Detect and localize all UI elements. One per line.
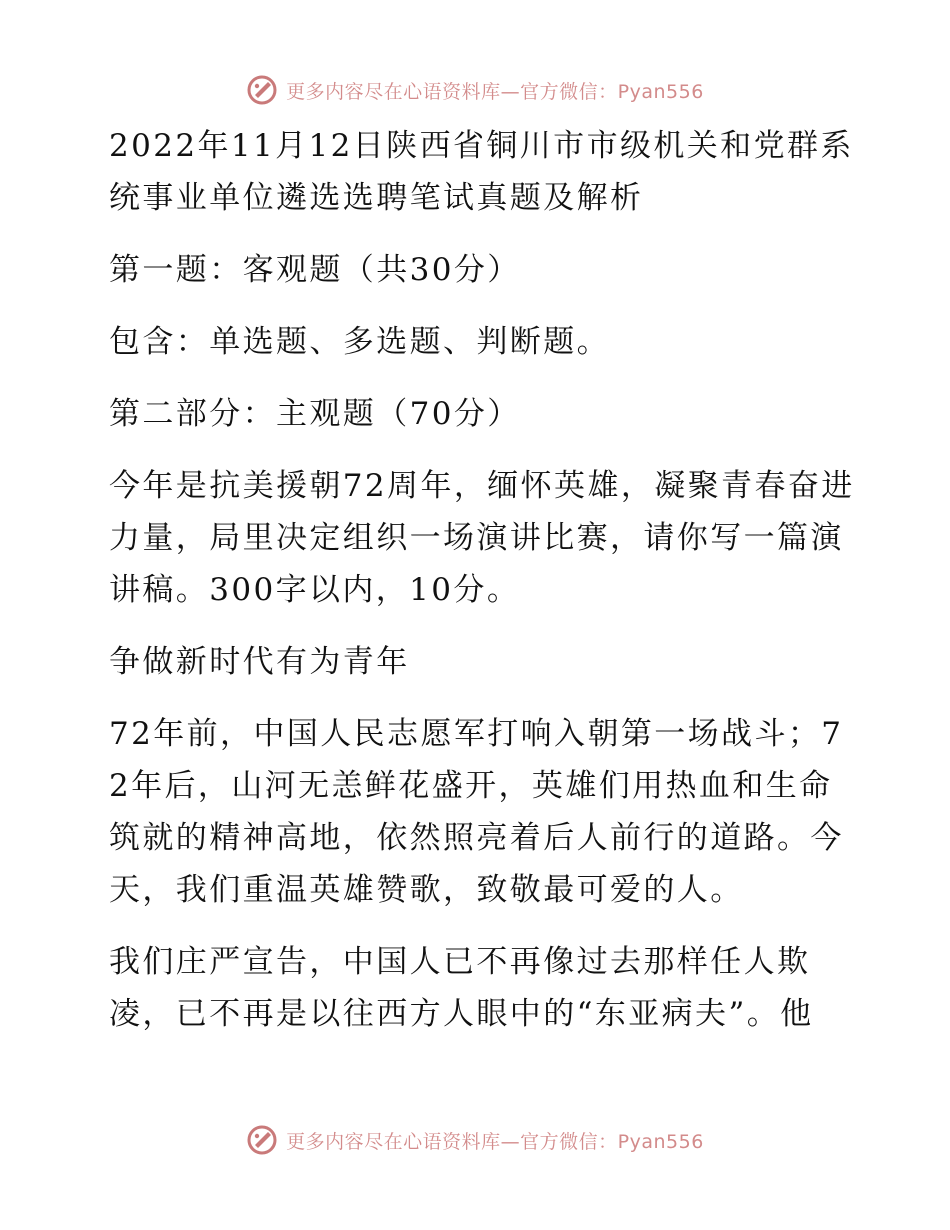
document-body (97, 120, 857, 1040)
speech-paragraph-2: 我们庄严宣告，中国人已不再像过去那样任人欺凌，已不再是以往西方人眼中的“东亚病夫”。他 (109, 944, 814, 1032)
speech-paragraph-1: 72年前，中国人民志愿军打响入朝第一场战斗；72年后，山河无恙鲜花盛开，英雄们用热血和生命筑就的精神高地，依然照亮着后人前行的道路。今天，我们重温英雄赞歌，致敬最可爱的人。 (109, 716, 844, 908)
document-title: 2022年11月12日陕西省铜川市市级机关和党群系统事业单位遴选选聘笔试真题及解析 (109, 128, 854, 216)
section1-content: 包含：单选题、多选题、判断题。 (109, 324, 610, 360)
watermark-banner-top (0, 70, 950, 110)
watermark-banner-bottom (0, 1120, 950, 1160)
seal-logo-icon (246, 1124, 278, 1156)
watermark-text: 更多内容尽在心语资料库—官方微信：Pyan556 (286, 80, 704, 103)
section1-heading: 第一题：客观题（共30分） (109, 252, 521, 288)
section2-heading: 第二部分：主观题（70分） (109, 396, 521, 432)
speech-title: 争做新时代有为青年 (109, 644, 410, 680)
seal-logo-icon (246, 74, 278, 106)
watermark-text: 更多内容尽在心语资料库—官方微信：Pyan556 (286, 1130, 704, 1153)
question-text: 今年是抗美援朝72周年，缅怀英雄，凝聚青春奋进力量，局里决定组织一场演讲比赛，请你写一篇演讲稿。300字以内，10分。 (109, 468, 855, 608)
